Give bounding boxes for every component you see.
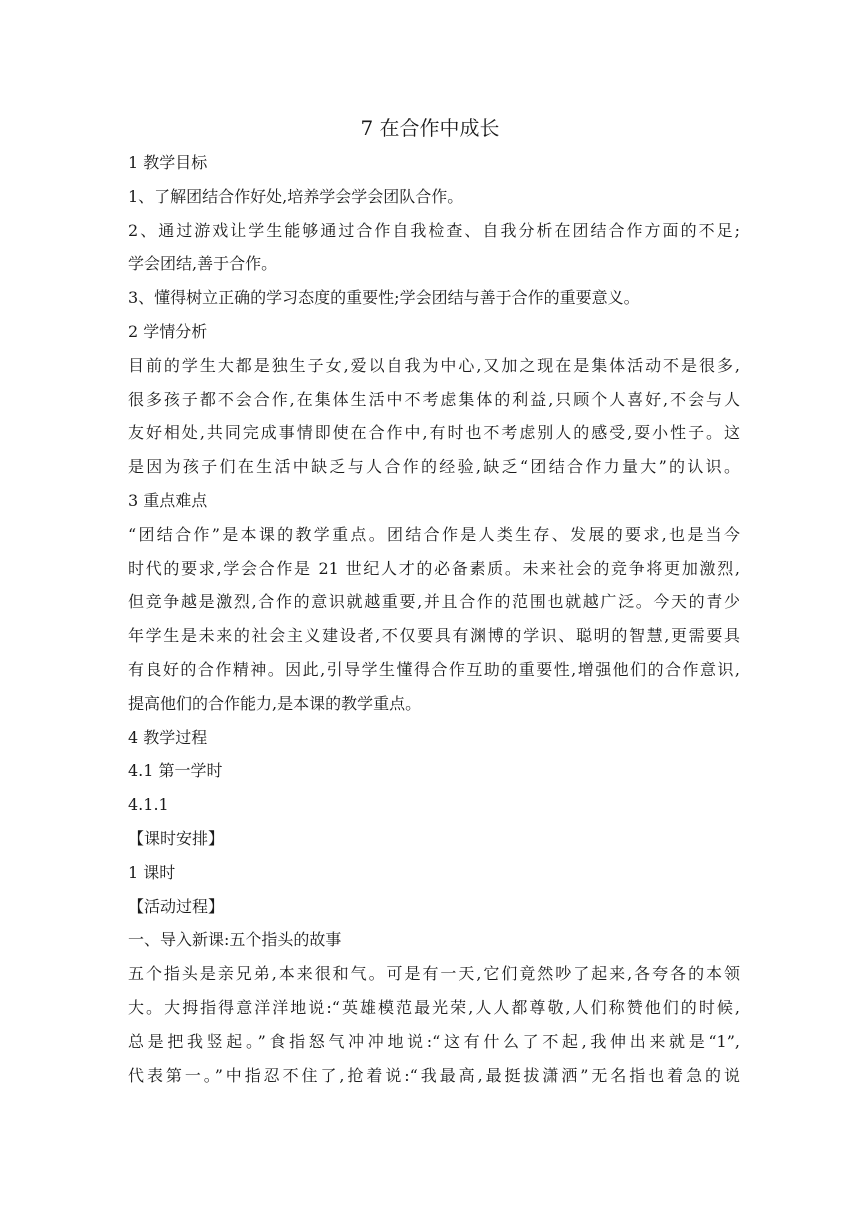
text-line: 有良好的合作精神。因此,引导学生懂得合作互助的重要性,增强他们的合作意识, — [128, 659, 740, 679]
text-line: 时代的要求,学会合作是 21 世纪人才的必备素质。未来社会的竞争将更加激烈, — [128, 558, 740, 578]
text-line: 1、了解团结合作好处,培养学会学会团队合作。 — [128, 186, 464, 206]
text-line: 3 重点难点 — [128, 490, 208, 510]
text-line: 2、通过游戏让学生能够通过合作自我检查、自我分析在团结合作方面的不足; — [128, 220, 740, 240]
text-line: “团结合作”是本课的教学重点。团结合作是人类生存、发展的要求,也是当今 — [128, 524, 740, 544]
text-line: 代表第一。”中指忍不住了,抢着说:“我最高,最挺拔潇洒”无名指也着急的说 — [128, 1065, 740, 1085]
text-line: 但竞争越是激烈,合作的意识就越重要,并且合作的范围也就越广泛。今天的青少 — [128, 592, 740, 612]
text-line: 年学生是未来的社会主义建设者,不仅要具有渊博的学识、聪明的智慧,更需要具 — [128, 626, 740, 646]
text-line: 3、懂得树立正确的学习态度的重要性;学会团结与善于合作的重要意义。 — [128, 288, 640, 308]
text-line: 4.1 第一学时 — [128, 761, 223, 781]
text-line: 【活动过程】 — [128, 896, 225, 916]
text-line: 提高他们的合作能力,是本课的教学重点。 — [128, 693, 422, 713]
text-line: 1 课时 — [128, 862, 176, 882]
text-line: 目前的学生大都是独生子女,爱以自我为中心,又加之现在是集体活动不是很多, — [128, 355, 740, 375]
text-line: 1 教学目标 — [128, 153, 208, 172]
text-line: 是因为孩子们在生活中缺乏与人合作的经验,缺乏“团结合作力量大”的认识。 — [128, 457, 740, 477]
text-line: 4 教学过程 — [128, 727, 208, 747]
text-line: 学会团结,善于合作。 — [128, 254, 278, 274]
text-line: 五个指头是亲兄弟,本来很和气。可是有一天,它们竟然吵了起来,各夸各的本领 — [128, 964, 740, 984]
text-line: 【课时安排】 — [128, 828, 225, 848]
document-body — [128, 152, 740, 1098]
text-line: 总是把我竖起。”食指怒气冲冲地说:“这有什么了不起,我伸出来就是“1”, — [128, 1031, 740, 1051]
text-line: 4.1.1 — [128, 795, 169, 815]
text-line: 大。大拇指得意洋洋地说:“英雄模范最光荣,人人都尊敬,人们称赞他们的时候, — [128, 997, 740, 1017]
text-line: 一、导入新课:五个指头的故事 — [128, 930, 342, 950]
document-title: 7 在合作中成长 — [360, 116, 500, 140]
text-line: 很多孩子都不会合作,在集体生活中不考虑集体的利益,只顾个人喜好,不会与人 — [128, 389, 740, 409]
text-line: 2 学情分析 — [128, 321, 208, 341]
text-line: 友好相处,共同完成事情即使在合作中,有时也不考虑别人的感受,耍小性子。这 — [128, 423, 740, 443]
